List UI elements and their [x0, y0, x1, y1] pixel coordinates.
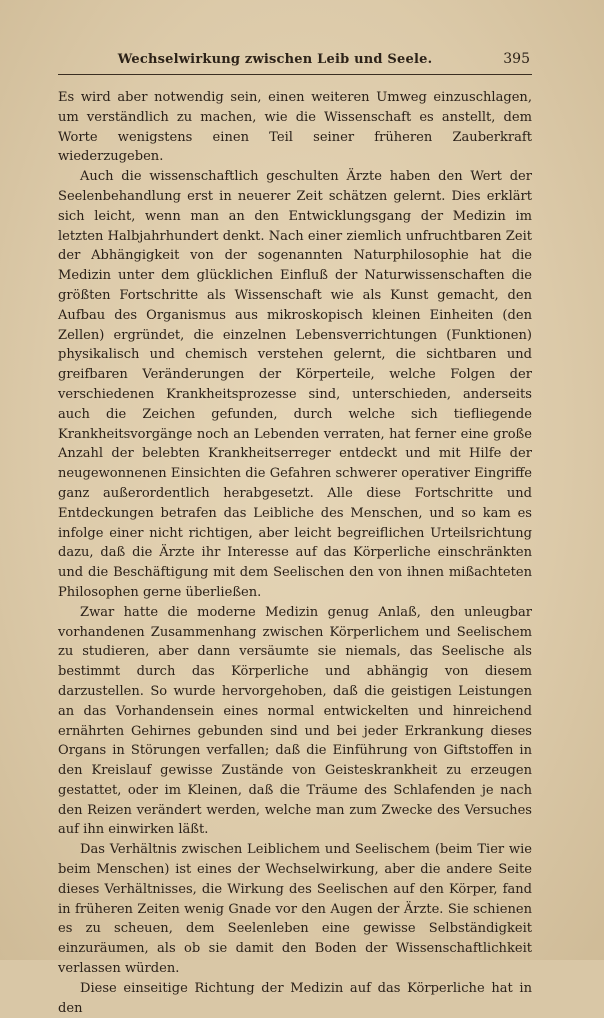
paragraph-4: Das Verhältnis zwischen Leiblichem und Seelischem (beim Tier wie beim Menschen) ist eines der Wechselwirkung, aber die andere Seite dieses Verhältnisses, die Wirkung des Seelischen auf den Körper, fand in früheren Zeiten wenig Gnade vor den Augen der Ärzte. Sie schienen es zu scheuen, dem Seelenleben eine gewisse Selbständigkeit einzuräumen, als ob sie damit den Boden der Wissenschaftlichkeit verlassen würden.	[58, 842, 532, 977]
page-number: 395	[503, 51, 530, 67]
paragraph-2: Auch die wissenschaftlich geschulten Ärzte haben den Wert der Seelenbehandlung erst in neuerer Zeit schätzen gelernt. Dies erklärt sich leicht, wenn man an den Entwicklungsgang der Medizin im letzten Halbjahrhundert denkt. Nach einer ziemlich unfruchtbaren Zeit der Abhängigkeit von der sogenannten Naturphilosophie hat die Medizin unter dem glücklichen Einfluß der Naturwissenschaften die größten Fortschritte als Wissenschaft wie als Kunst gemacht, den Aufbau des Organismus aus mikroskopisch kleinen Einheiten (den Zellen) ergründet, die einzelnen Lebensverrichtungen (Funktionen) physikalisch und chemisch verstehen gelernt, die sichtbaren und greifbaren Veränderungen der Körperteile, welche Folgen der verschiedenen Krankheitsprozesse sind, unterschieden, anderseits auch die Zeichen gefunden, durch welche sich tiefliegende Krankheitsvorgänge noch an Lebenden verraten, hat ferner eine große Anzahl der belebten Krankheitserreger entdeckt und mit Hilfe der neugewonnenen Einsichten die Gefahren schwerer operativer Eingriffe ganz außerordentlich herabgesetzt. Alle diese Fortschritte und Entdeckungen betrafen das Leibliche des Menschen, und so kam es infolge einer nicht richtigen, aber leicht begreiflichen Urteilsrichtung dazu, daß die Ärzte ihr Interesse auf das Körperliche einschränkten und die Beschäftigung mit dem Seelischen den von ihnen mißachteten Philosophen gerne überließen.	[58, 169, 532, 600]
paragraph-3: Zwar hatte die moderne Medizin genug Anlaß, den unleugbar vorhandenen Zusammenhang zwischen Körperlichem und Seelischem zu studieren, aber dann versäumte sie niemals, das Seelische als bestimmt durch das Körperliche und abhängig von diesem darzustellen. So wurde hervorgehoben, daß die geistigen Leistungen an das Vorhandensein eines normal entwickelten und hinreichend ernährten Gehirnes gebunden sind und bei jeder Erkrankung dieses Organs in Störungen verfallen; daß die Einführung von Giftstoffen in den Kreislauf gewisse Zustände von Geisteskrankheit zu erzeugen gestattet, oder im Kleinen, daß die Träume des Schlafenden je nach den Reizen verändert werden, welche man zum Zwecke des Versuches auf ihn einwirken läßt.	[58, 604, 532, 838]
running-title: Wechselwirkung zwischen Leib und Seele.	[117, 52, 433, 67]
paragraph-1: Es wird aber notwendig sein, einen weiteren Umweg einzuschlagen, um verständlich zu machen, wie die Wissenschaft es anstellt, dem Worte wenigstens einen Teil seiner früheren Zauberkraft wiederzugeben.	[58, 90, 532, 165]
body-text	[58, 88, 532, 1018]
paragraph-5: Diese einseitige Richtung der Medizin auf das Körperliche hat in den	[58, 980, 532, 1016]
page-header	[58, 50, 532, 75]
